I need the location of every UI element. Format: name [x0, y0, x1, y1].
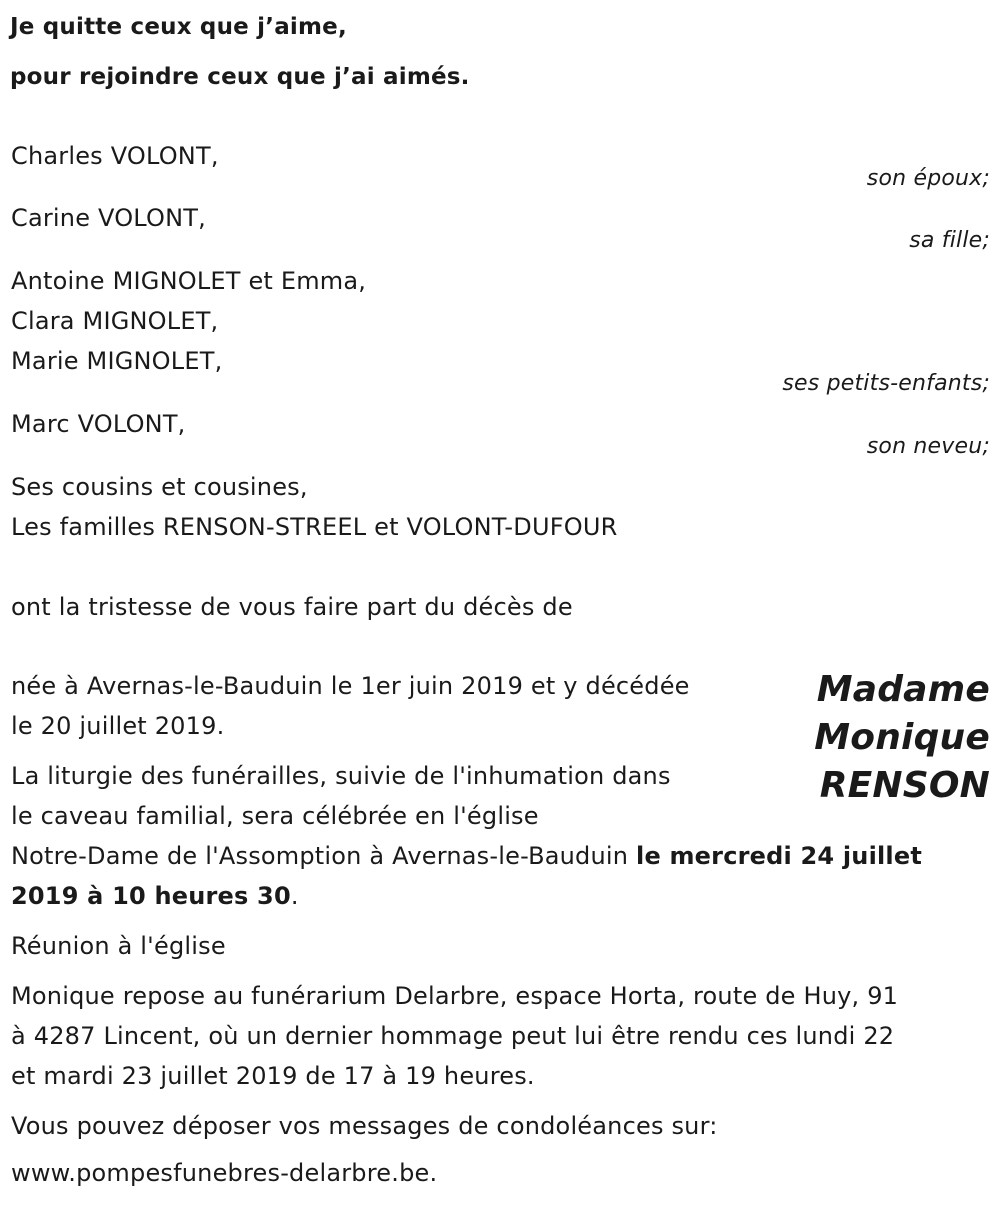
condolences-website-link[interactable]: www.pompesfunebres-delarbre.be. — [11, 1159, 438, 1187]
family-role: sa fille; — [909, 228, 990, 253]
visitation-line-1: Monique repose au funérarium Delarbre, espace Horta, route de Huy, 91 — [11, 982, 899, 1010]
funeral-location: Notre-Dame de l'Assomption à Avernas-le-Bauduin — [11, 842, 637, 870]
deceased-title: Madame — [816, 669, 990, 710]
visitation-line-2: à 4287 Lincent, où un dernier hommage peut lui être rendu ces lundi 22 — [11, 1022, 895, 1050]
funeral-line-3 — [11, 836, 922, 876]
epigraph-line-1: Je quitte ceux que j’aime, — [10, 14, 347, 40]
birth-line-2: le 20 juillet 2019. — [11, 712, 225, 740]
family-role: son époux; — [866, 166, 990, 191]
visitation-paragraph — [11, 976, 898, 1096]
funeral-line-2: le caveau familial, sera célébrée en l'église — [11, 802, 539, 830]
funeral-line-4 — [11, 876, 922, 916]
deceased-first-name: Monique — [814, 717, 990, 758]
epigraph-line-2: pour rejoindre ceux que j’ai aimés. — [10, 64, 470, 90]
funeral-date: le mercredi 24 juillet — [636, 842, 922, 870]
meeting-text: Réunion à l'église — [11, 932, 226, 960]
funeral-paragraph — [11, 756, 922, 916]
family-role: ses petits-enfants; — [782, 371, 990, 396]
funeral-time: 2019 à 10 heures 30 — [11, 882, 291, 910]
deceased-last-name: RENSON — [819, 765, 990, 806]
family-member-name: Charles VOLONT, — [11, 142, 219, 170]
family-member-name: Marie MIGNOLET, — [11, 347, 223, 375]
condolences-text: Vous pouvez déposer vos messages de condoléances sur: — [11, 1112, 718, 1140]
family-member-name: Ses cousins et cousines, — [11, 473, 308, 501]
visitation-line-3: et mardi 23 juillet 2019 de 17 à 19 heures. — [11, 1062, 535, 1090]
family-member-name: Clara MIGNOLET, — [11, 307, 219, 335]
family-member-name: Marc VOLONT, — [11, 410, 186, 438]
family-member-name: Antoine MIGNOLET et Emma, — [11, 267, 367, 295]
birth-line-1: née à Avernas-le-Bauduin le 1er juin 2019 et y décédée — [11, 672, 690, 700]
funeral-line-1: La liturgie des funérailles, suivie de l'inhumation dans — [11, 762, 671, 790]
family-role: son neveu; — [866, 434, 990, 459]
family-member-name: Carine VOLONT, — [11, 204, 206, 232]
birth-paragraph — [11, 666, 690, 746]
family-member-name: Les familles RENSON-STREEL et VOLONT-DUFOUR — [11, 513, 618, 541]
funeral-period: . — [290, 882, 299, 910]
announcement-text: ont la tristesse de vous faire part du décès de — [11, 593, 573, 621]
